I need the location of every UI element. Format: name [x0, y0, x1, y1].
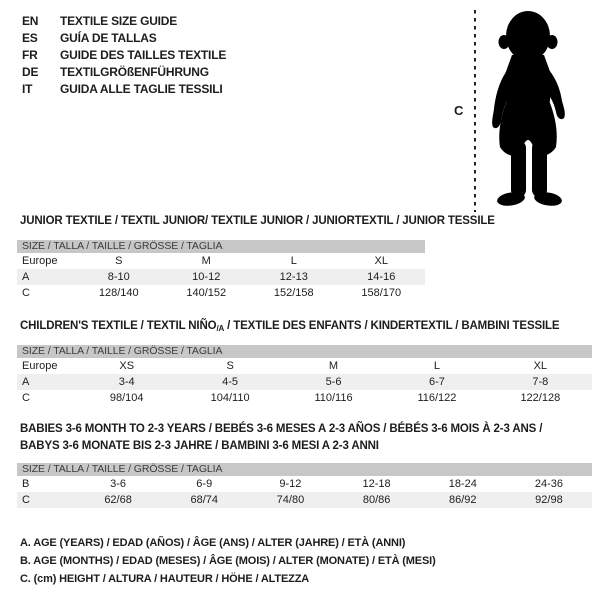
table-cell: 158/170 [361, 287, 402, 299]
table-cell: 6-9 [196, 478, 213, 490]
table-cell: 8-10 [107, 271, 130, 283]
table-cell: 9-12 [279, 478, 302, 490]
babies-section-title [20, 421, 542, 454]
row-label: B [22, 478, 30, 490]
table-cell: 18-24 [448, 478, 477, 490]
table-cell: XL [374, 255, 388, 267]
junior-section-title: JUNIOR TEXTILE / TEXTIL JUNIOR/ TEXTILE JUNIOR / JUNIORTEXTIL / JUNIOR TESSILE [20, 215, 495, 227]
table-cell: 5-6 [325, 376, 342, 388]
table-row-age [17, 269, 425, 285]
language-code: EN [22, 14, 39, 28]
row-label: C [22, 392, 30, 404]
children-size-table [17, 345, 592, 406]
table-cell: 74/80 [276, 494, 305, 506]
table-cell: L [433, 360, 440, 372]
babies-size-table [17, 463, 592, 508]
table-cell: 62/68 [104, 494, 132, 506]
language-row-de [22, 64, 226, 81]
table-cell: 4-5 [222, 376, 239, 388]
table-cell: XL [533, 360, 548, 372]
table-cell: 24-36 [534, 478, 564, 490]
babies-title-line2: BABYS 3-6 MONATE BIS 2-3 JAHRE / BAMBINI 3-6 MESI A 2-3 ANNI [20, 439, 379, 452]
language-title: TEXTILE SIZE GUIDE [60, 14, 178, 28]
language-row-en [22, 13, 226, 30]
language-row-fr [22, 47, 226, 64]
table-cell: 12-18 [362, 478, 391, 490]
table-cell: 6-7 [428, 376, 445, 388]
language-row-es [22, 30, 226, 47]
table-cell: M [328, 360, 339, 372]
table-cell: 92/98 [535, 494, 563, 506]
table-cell: 10-12 [192, 271, 221, 283]
language-title: GUIDE DES TAILLES TEXTILE [60, 48, 227, 62]
language-code: IT [22, 82, 33, 96]
table-cell: XS [119, 360, 135, 372]
footnote-a: A. AGE (YEARS) / EDAD (AÑOS) / ÂGE (ANS) / ALTER (JAHRE) / ETÀ (ANNI) [20, 537, 406, 549]
table-cell: 86/92 [449, 494, 477, 506]
table-row-europe [17, 358, 592, 374]
language-code: ES [22, 31, 38, 45]
table-cell: 12-13 [279, 271, 308, 283]
language-title: TEXTILGRÖßENFÜHRUNG [60, 65, 209, 79]
row-label: C [22, 287, 30, 299]
row-label: Europe [22, 255, 58, 267]
size-table-header: SIZE / TALLA / TAILLE / GRÖSSE / TAGLIA [17, 240, 425, 253]
language-code: FR [22, 48, 38, 62]
table-cell: 80/86 [362, 494, 391, 506]
table-cell: 3-4 [118, 376, 135, 388]
row-label: C [22, 494, 30, 506]
language-code: DE [22, 65, 39, 79]
table-cell: 104/110 [210, 392, 250, 404]
row-label: A [22, 376, 30, 388]
language-list [22, 13, 226, 98]
size-table-header: SIZE / TALLA / TAILLE / GRÖSSE / TAGLIA [17, 345, 592, 358]
height-measure-dotted-line [474, 10, 476, 212]
table-cell: S [226, 360, 234, 372]
table-cell: M [201, 255, 211, 267]
children-section-title [20, 320, 559, 335]
footnote-legend [20, 534, 436, 588]
table-cell: 152/158 [273, 287, 314, 299]
table-cell: 116/122 [417, 392, 457, 404]
footnote-b: B. AGE (MONTHS) / EDAD (MESES) / ÂGE (MOIS) / ALTER (MONATE) / ETÀ (MESI) [20, 555, 436, 567]
table-cell: 122/128 [520, 392, 561, 404]
table-cell: 140/152 [186, 287, 227, 299]
table-cell: 14-16 [367, 271, 396, 283]
height-measure-label: C [454, 103, 464, 118]
table-cell: 110/116 [314, 392, 353, 404]
children-title-prefix: CHILDREN'S TEXTILE / TEXTIL NIÑO [20, 320, 217, 332]
table-row-height [17, 390, 592, 406]
language-row-it [22, 81, 226, 98]
size-table-header: SIZE / TALLA / TAILLE / GRÖSSE / TAGLIA [17, 463, 592, 476]
toddler-silhouette-icon [482, 9, 574, 209]
language-title: GUIDA ALLE TAGLIE TESSILI [60, 82, 223, 96]
table-row-europe [17, 253, 425, 269]
table-cell: 68/74 [190, 494, 219, 506]
table-row-height [17, 492, 592, 508]
table-row-height [17, 285, 425, 301]
table-cell: 7-8 [532, 376, 549, 388]
table-cell: L [290, 255, 297, 267]
babies-title-line1: BABIES 3-6 MONTH TO 2-3 YEARS / BEBÉS 3-6 MESES A 2-3 AÑOS / BÉBÉS 3-6 MOIS À 2-3 ANS / [20, 423, 543, 435]
table-cell: S [115, 255, 123, 267]
table-cell: 3-6 [110, 478, 127, 490]
footnote-c: C. (cm) HEIGHT / ALTURA / HAUTEUR / HÖHE / ALTEZZA [20, 573, 310, 585]
table-cell: 98/104 [109, 392, 144, 404]
row-label: Europe [22, 360, 58, 372]
table-cell: 128/140 [98, 287, 139, 299]
language-title: GUÍA DE TALLAS [60, 31, 157, 45]
junior-size-table [17, 240, 425, 301]
table-row-age-months [17, 476, 592, 492]
row-label: A [22, 271, 30, 283]
children-title-subscript: /A [216, 324, 225, 333]
children-title-suffix: / TEXTILE DES ENFANTS / KINDERTEXTIL / BAMBINI TESSILE [224, 320, 560, 332]
table-row-age [17, 374, 592, 390]
